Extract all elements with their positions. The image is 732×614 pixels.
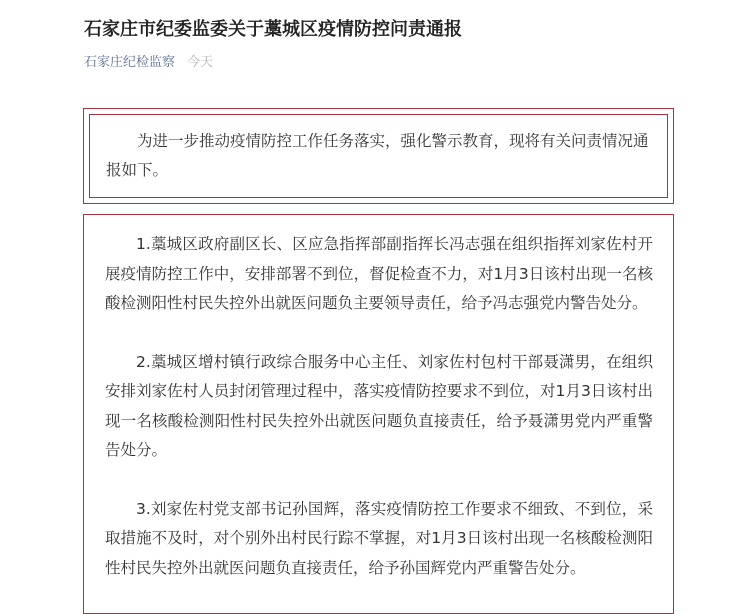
intro-paragraph: 为进一步推动疫情防控工作任务落实，强化警示教育，现将有关问责情况通报如下。 [106,132,649,179]
article-meta [84,52,213,74]
notice-body-frame [83,214,674,614]
publish-date: 今天 [187,55,214,70]
notice-paragraph-2: 2.藁城区增村镇行政综合服务中心主任、刘家佐村包村干部聂潇男，在组织安排刘家佐村人员封闭管理过程中，落实疫情防控要求不到位，对1月3日该村出现一名核酸检测阳性村民失控外出就医问题负直接责任，给予聂潇男党内严重警告处分。 [105,352,653,459]
account-name-link[interactable]: 石家庄纪检监察 [84,55,176,70]
intro-frame [83,108,674,204]
intro-inner-frame [89,114,668,198]
article-title: 石家庄市纪委监委关于藁城区疫情防控问责通报 [84,19,462,40]
notice-paragraph-3: 3.刘家佐村党支部书记孙国辉，落实疫情防控工作要求不细致、不到位，采取措施不及时，对个别外出村民行踪不掌握，对1月3日该村出现一名核酸检测阳性村民失控外出就医问题负直接责任，给予孙国辉党内严重警告处分。 [105,499,653,577]
notice-paragraph-1: 1.藁城区政府副区长、区应急指挥部副指挥长冯志强在组织指挥刘家佐村开展疫情防控工作中，安排部署不到位，督促检查不力，对1月3日该村出现一名核酸检测阳性村民失控外出就医问题负主要领导责任，给予冯志强党内警告处分。 [105,235,653,312]
